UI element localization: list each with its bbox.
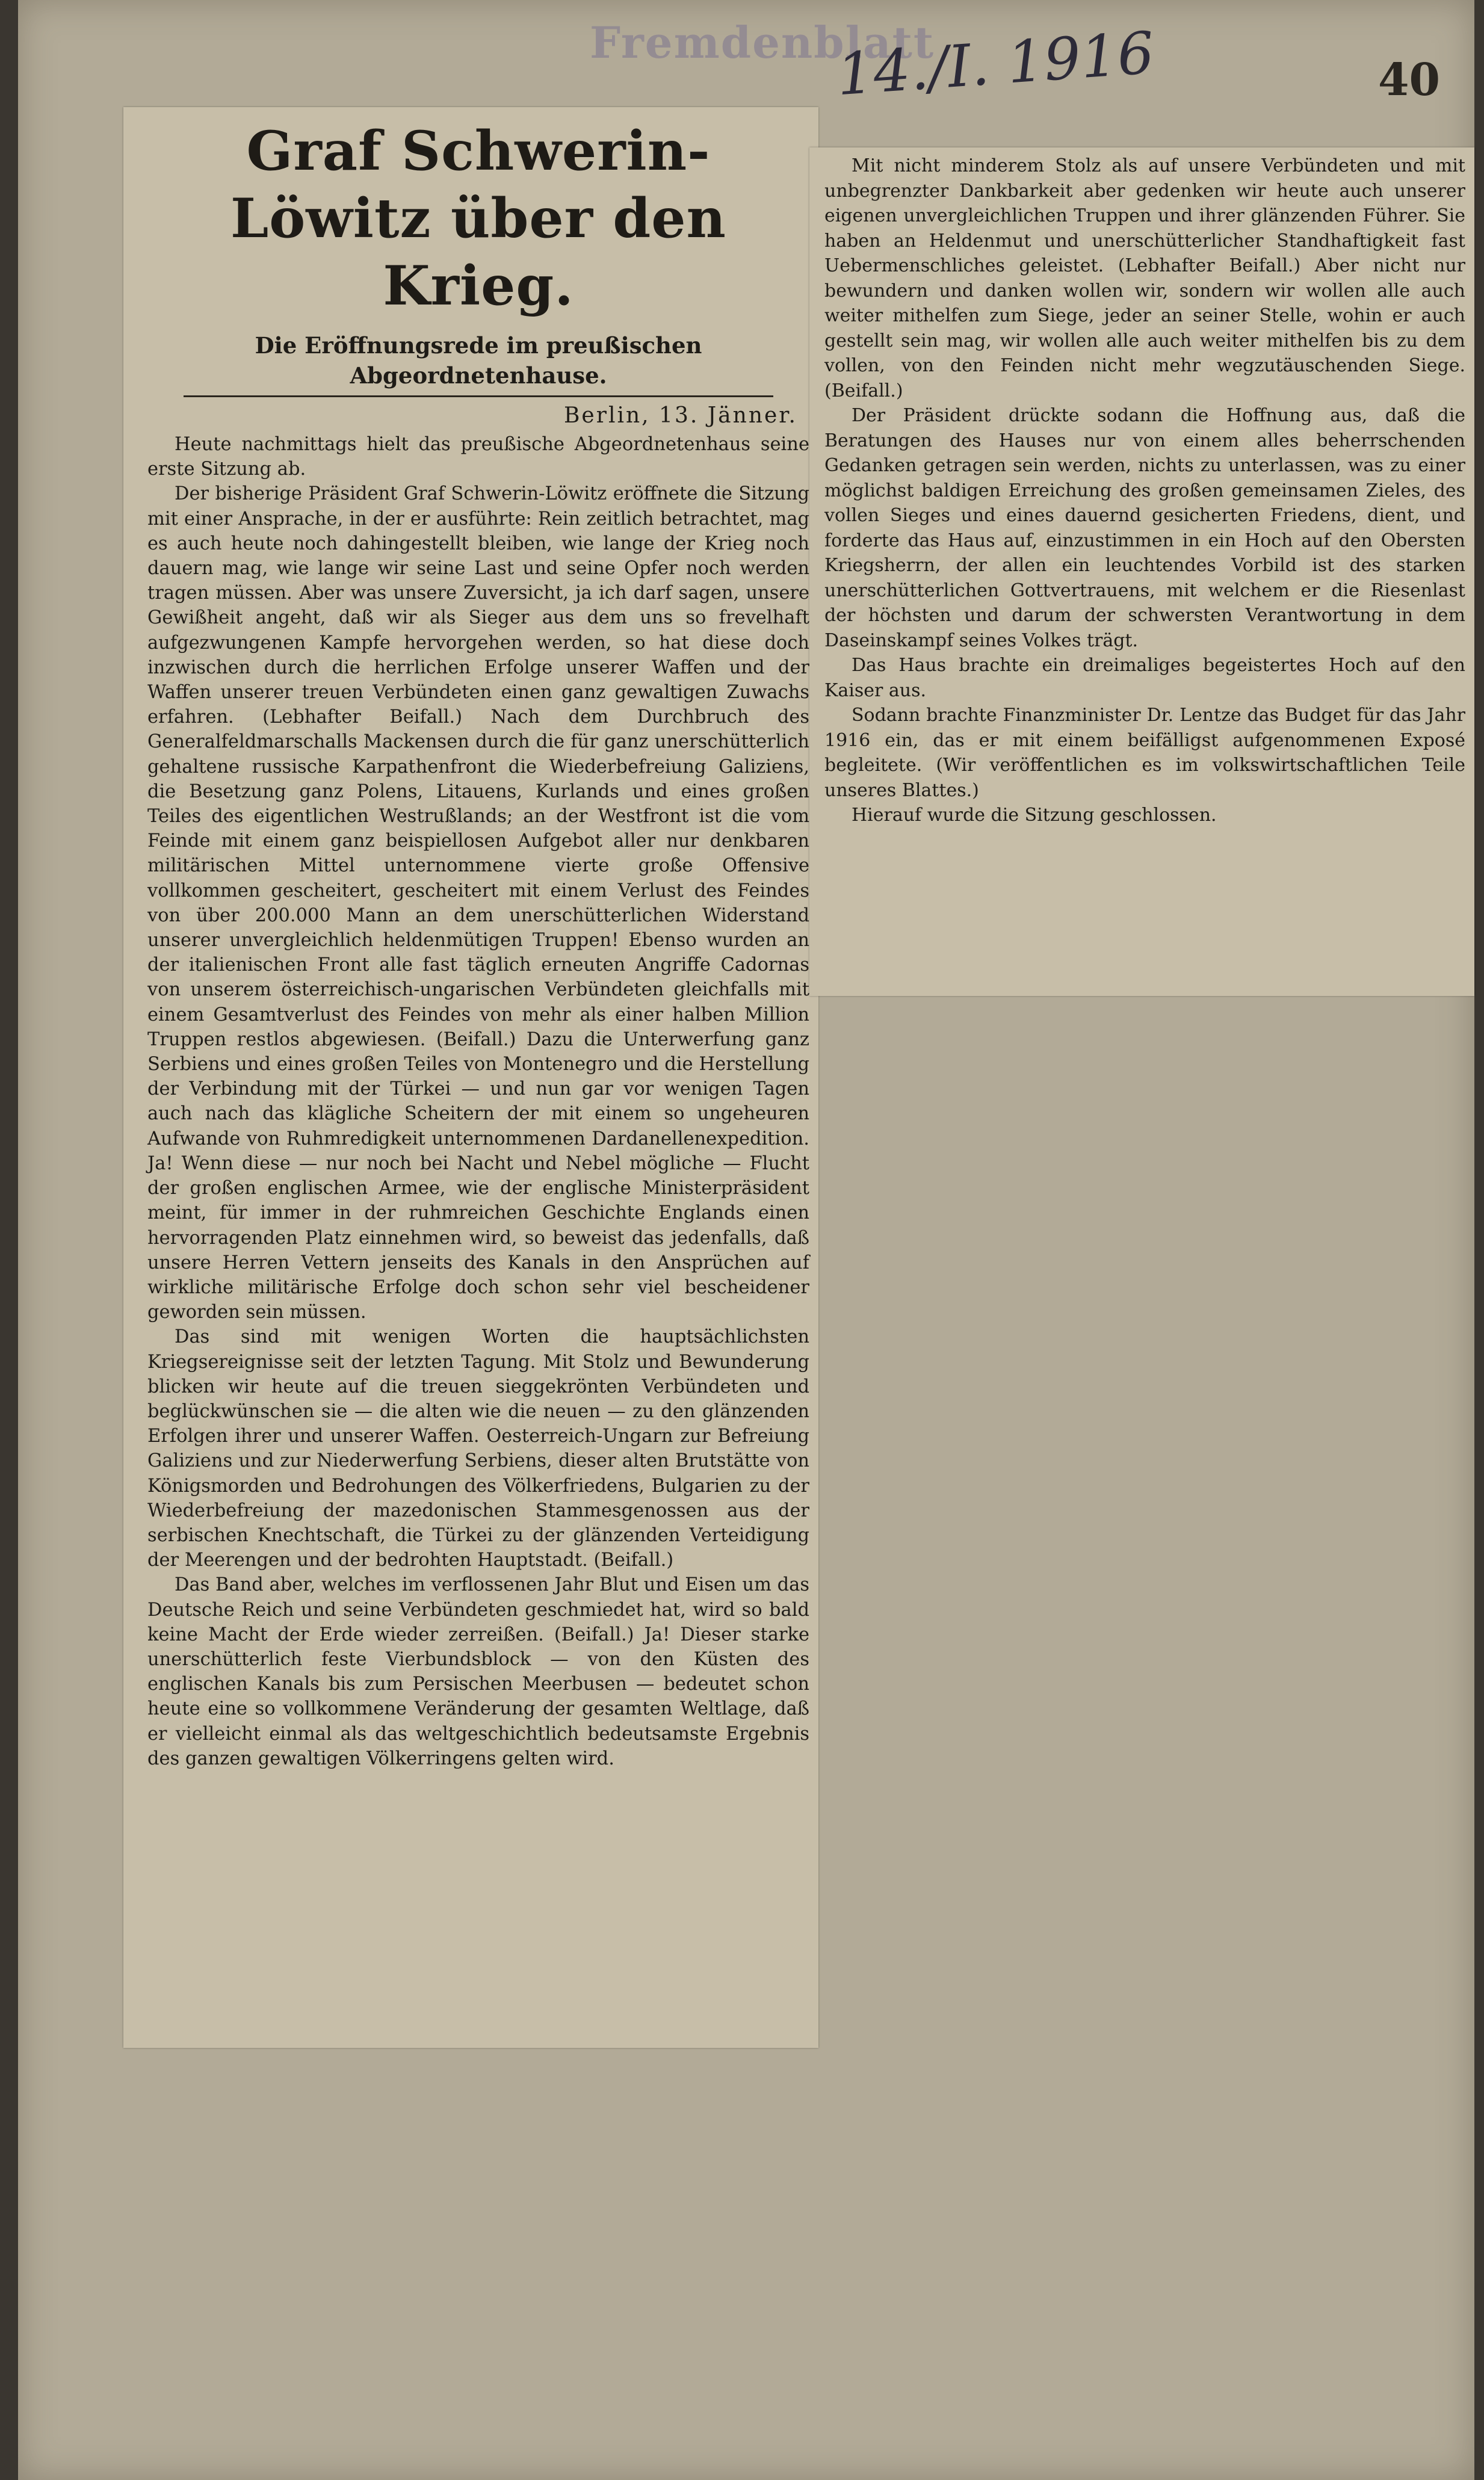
article-column-left xyxy=(147,117,809,1771)
paragraph: Der Präsident drückte sodann die Hoffnung aus, daß die Beratungen des Hauses nur von einem alles beherrschenden Gedanken getragen sein werden, nichts zu unterlassen, was zu einer möglichst baldigen Erreichung des großen gemeinsamen Zieles, des vollen Sieges und eines dauernd gesicherten Friedens, dient, und forderte das Haus auf, einzustimmen in ein Hoch auf den Obersten Kriegsherrn, der allen ein leuchtendes Vorbild ist des starken unerschütterlichen Gottvertrauens, mit welchem er die Riesenlast der höchsten und darum der schwersten Verantwortung in dem Daseinskampf seines Volkes trägt. xyxy=(824,405,1465,651)
divider xyxy=(184,395,773,397)
paragraph: Das Haus brachte ein dreimaliges begeistertes Hoch auf den Kaiser aus. xyxy=(824,655,1465,701)
scan-page xyxy=(18,0,1474,2480)
page-number: 40 xyxy=(1378,54,1440,106)
paragraph: Sodann brachte Finanzminister Dr. Lentze das Budget für das Jahr 1916 ein, das er mit einem beifälligst aufgenommenen Exposé begleitete. (Wir veröffentlichen es im volkswirtschaftlichen Teile unseres Blattes.) xyxy=(824,705,1465,801)
newspaper-stamp: Fremdenblatt xyxy=(590,17,935,68)
headline: Graf Schwerin-Löwitz über den Krieg. xyxy=(230,119,726,318)
subheadline: Die Eröffnungsrede im preußischen Abgeordnetenhause. xyxy=(255,332,702,389)
article-column-right xyxy=(824,153,1465,828)
paragraph: Heute nachmittags hielt das preußische Abgeordnetenhaus seine erste Sitzung ab. xyxy=(147,434,809,480)
dateline: Berlin, 13. Jänner. xyxy=(563,403,797,428)
paragraph: Das sind mit wenigen Worten die hauptsächlichsten Kriegsereignisse seit der letzten Tagung. Mit Stolz und Bewunderung blicken wir heute auf die treuen sieggekrönten Verbündeten und beglückwünschen sie — die alten wie die neuen — zu den glänzenden Erfolgen ihrer und unserer Waffen. Oesterreich-Ungarn zur Befreiung Galiziens und zur Niederwerfung Serbiens, dieser alten Brutstätte von Königsmorden und Bedrohungen des Völkerfriedens, Bulgarien zu der Wiederbefreiung der mazedonischen Stammesgenossen aus der serbischen Knechtschaft, die Türkei zu der glänzenden Verteidigung der Meerengen und der bedrohten Hauptstadt. (Beifall.) xyxy=(147,1326,809,1571)
paragraph: Das Band aber, welches im verflossenen Jahr Blut und Eisen um das Deutsche Reich und seine Verbündeten geschmiedet hat, wird so bald keine Macht der Erde wieder zerreißen. (Beifall.) Ja! Dieser starke unerschütterlich feste Vierbundsblock — von den Küsten des englischen Kanals bis zum Persischen Meerbusen — bedeutet schon heute eine so vollkommene Veränderung der gesamten Weltlage, daß er vielleicht einmal als das weltgeschichtlich bedeutsamste Ergebnis des ganzen gewaltigen Völkerringens gelten wird. xyxy=(147,1574,809,1769)
paragraph: Hierauf wurde die Sitzung geschlossen. xyxy=(852,805,1217,826)
paragraph: Mit nicht minderem Stolz als auf unsere Verbündeten und mit unbegrenzter Dankbarkeit aber gedenken wir heute auch unserer eigenen unvergleichlichen Truppen und ihrer glänzenden Führer. Sie haben an Heldenmut und unerschütterlicher Standhaftigkeit fast Uebermenschliches geleistet. (Lebhafter Beifall.) Aber nicht nur bewundern und danken wollen wir, sondern wir wollen alle auch weiter mithelfen zum Siege, jeder an seiner Stelle, wohin er auch gestellt sein mag, wir wollen alle auch weiter mithelfen bis zu dem vollen, von den Feinden nicht mehr wegzutäuschenden Siege. (Beifall.) xyxy=(824,155,1465,401)
handwritten-date: 14./I. 1916 xyxy=(834,19,1157,109)
paragraph: Der bisherige Präsident Graf Schwerin-Löwitz eröffnete die Sitzung mit einer Ansprache, in der er ausführte: Rein zeitlich betrachtet, mag es auch heute noch dahingestellt bleiben, wie lange der Krieg noch dauern mag, wie lange wir seine Last und seine Opfer noch werden tragen müssen. Aber was unsere Zuversicht, ja ich darf sagen, unsere Gewißheit angeht, daß wir als Sieger aus dem uns so frevelhaft aufgezwungenen Kampfe hervorgehen werden, so hat diese doch inzwischen durch die herrlichen Erfolge unserer Waffen und der Waffen unserer treuen Verbündeten einen ganz gewaltigen Zuwachs erfahren. (Lebhafter Beifall.) Nach dem Durchbruch des Generalfeldmarschalls Mackensen durch die für ganz unerschütterlich gehaltene russische Karpathenfront die Wiederbefreiung Galiziens, die Besetzung ganz Polens, Litauens, Kurlands und eines großen Teiles des eigentlichen Westrußlands; an der Westfront ist die vom Feinde mit einem ganz beispiellosen Aufgebot aller nur denkbaren militärischen Mittel unternommene vierte große Offensive vollkommen gescheitert, gescheitert mit einem Verlust des Feindes von über 200.000 Mann an dem unerschütterlichen Widerstand unserer unvergleichlich heldenmütigen Truppen! Ebenso wurden an der italienischen Front alle fast täglich erneuten Angriffe Cadornas von unserem österreichisch-ungarischen Verbündeten gleichfalls mit einem Gesamtverlust des Feindes von mehr als einer halben Million Truppen restlos abgewiesen. (Beifall.) Dazu die Unterwerfung ganz Serbiens und eines großen Teiles von Montenegro und die Herstellung der Verbindung mit der Türkei — und nun gar vor wenigen Tagen auch nach das klägliche Scheitern der mit einem so ungeheuren Aufwande von Ruhmredigkeit unternommenen Dardanellenexpedition. Ja! Wenn diese — nur noch bei Nacht und Nebel mögliche — Flucht der großen englischen Armee, wie der englische Ministerpräsident meint, für immer in der ruhmreichen Geschichte Englands einen hervorragenden Platz einnehmen wird, so beweist das jedenfalls, daß unsere Herren Vettern jenseits des Kanals in den Ansprüchen auf wirkliche militärische Erfolge doch schon sehr viel bescheidener geworden sein müssen. xyxy=(147,483,809,1323)
